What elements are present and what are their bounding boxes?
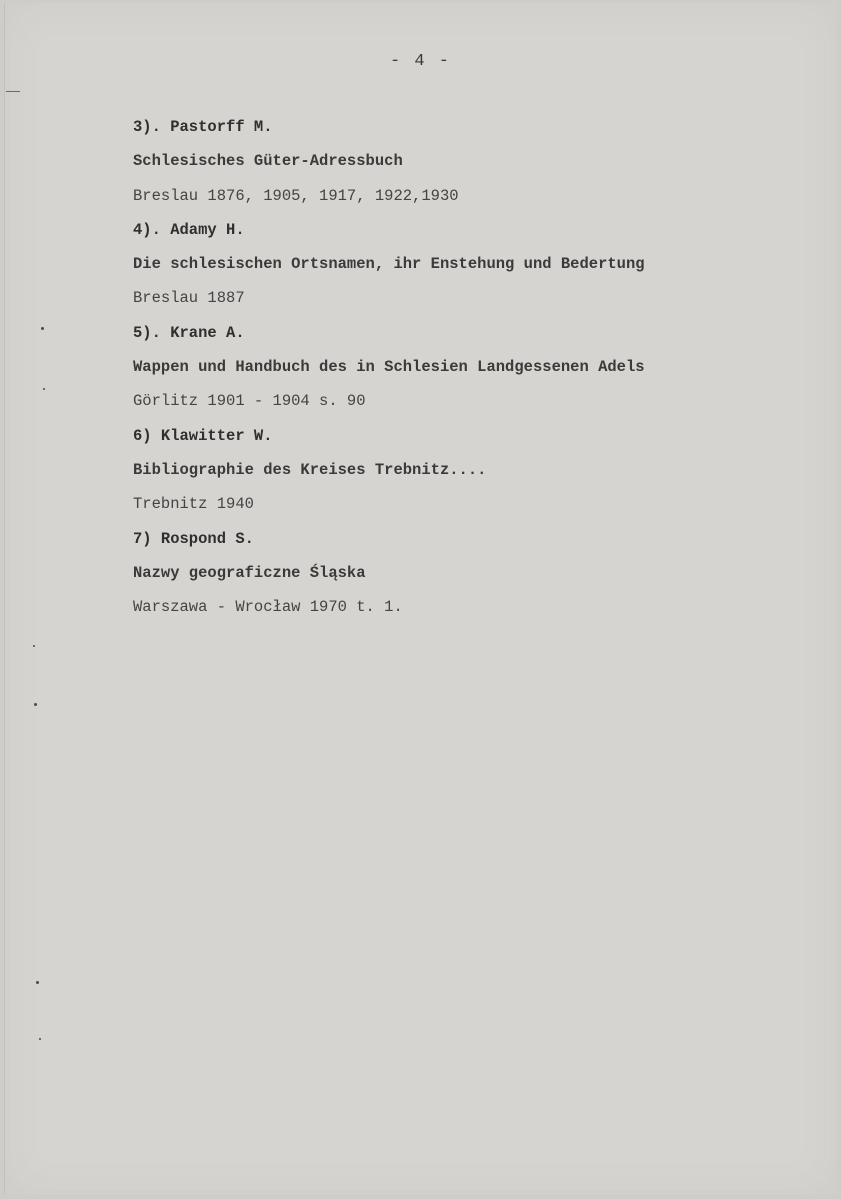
entry-publication: Breslau 1876, 1905, 1917, 1922,1930 [133, 186, 459, 205]
bibliography-entry [133, 522, 813, 625]
paper-speck [33, 645, 35, 647]
entry-publication: Görlitz 1901 - 1904 s. 90 [133, 392, 366, 411]
entry-title: Nazwy geograficzne Śląska [133, 563, 366, 582]
paper-speck [39, 1038, 41, 1040]
entry-author: 3). Pastorff M. [133, 118, 273, 136]
margin-mark [6, 91, 20, 92]
bibliography-list [133, 110, 813, 624]
paper-speck [34, 703, 37, 706]
entry-title: Wappen und Handbuch des in Schlesien Landgessenen Adels [133, 358, 645, 377]
page-number: - 4 - [389, 52, 451, 71]
entry-title: Schlesisches Güter-Adressbuch [133, 152, 403, 171]
entry-title: Bibliographie des Kreises Trebnitz.... [133, 460, 487, 479]
paper-speck [36, 981, 39, 984]
entry-publication: Breslau 1887 [133, 289, 245, 308]
bibliography-entry [133, 316, 813, 419]
entry-author: 5). Krane A. [133, 323, 245, 342]
entry-author: 4). Adamy H. [133, 220, 245, 239]
paper-speck [43, 388, 45, 390]
entry-publication: Warszawa - Wrocław 1970 t. 1. [133, 598, 403, 617]
paper-speck [41, 327, 44, 330]
bibliography-entry [133, 419, 813, 522]
entry-publication: Trebnitz 1940 [133, 495, 254, 514]
bibliography-entry [133, 213, 813, 316]
entry-author: 7) Rospond S. [133, 529, 254, 548]
entry-title: Die schlesischen Ortsnamen, ihr Enstehung und Bedertung [133, 255, 645, 274]
entry-author: 6) Klawitter W. [133, 426, 273, 445]
bibliography-entry [133, 110, 813, 213]
